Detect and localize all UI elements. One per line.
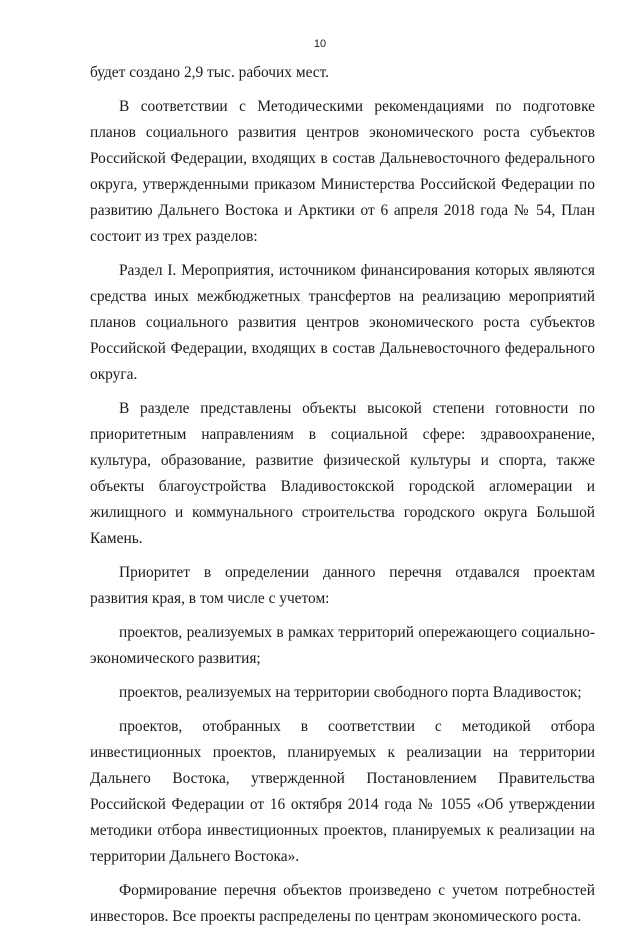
- paragraph-methodology: В соответствии с Методическими рекомендациями по подготовке планов социального развития центров экономического роста субъектов Российской Федерации, входящих в состав Дальневосточного федерального округа, утвержденными приказом Министерства Российской Федерации по развитию Дальнего Востока и Арктики от 6 апреля 2018 года № 54, План состоит из трех разделов:: [90, 98, 595, 245]
- paragraph-section-objects: В разделе представлены объекты высокой степени готовности по приоритетным направлениям в социальной сфере: здравоохранение, культура, образование, развитие физической культуры и спорта, также объекты благоустройства Владивостокской городской агломерации и жилищного и коммунального строительства городского округа Большой Камень.: [90, 400, 595, 547]
- list-item-tor-projects: проектов, реализуемых в рамках территорий опережающего социально-экономического развития;: [90, 624, 595, 667]
- list-item-free-port-projects: проектов, реализуемых на территории свободного порта Владивосток;: [119, 684, 582, 701]
- list-item-selected-projects: проектов, отобранных в соответствии с методикой отбора инвестиционных проектов, планируемых к реализации на территории Дальнего Востока, утвержденной Постановлением Правительства Российской Федерации от 16 октября 2014 года № 1055 «Об утверждении методики отбора инвестиционных проектов, планируемых к реализации на территории Дальнего Востока».: [90, 718, 595, 865]
- paragraph-priority: Приоритет в определении данного перечня отдавался проектам развития края, в том числе с учетом:: [90, 564, 595, 607]
- document-body: [90, 60, 595, 938]
- paragraph-continuation: будет создано 2,9 тыс. рабочих мест.: [90, 64, 330, 81]
- paragraph-formation: Формирование перечня объектов произведено с учетом потребностей инвесторов. Все проекты распределены по центрам экономического роста.: [90, 882, 595, 925]
- paragraph-section-one: Раздел I. Мероприятия, источником финансирования которых являются средства иных межбюджетных трансфертов на реализацию мероприятий планов социального развития центров экономического роста субъектов Российской Федерации, входящих в состав Дальневосточного федерального округа.: [90, 262, 595, 383]
- page-number: 10: [313, 38, 327, 50]
